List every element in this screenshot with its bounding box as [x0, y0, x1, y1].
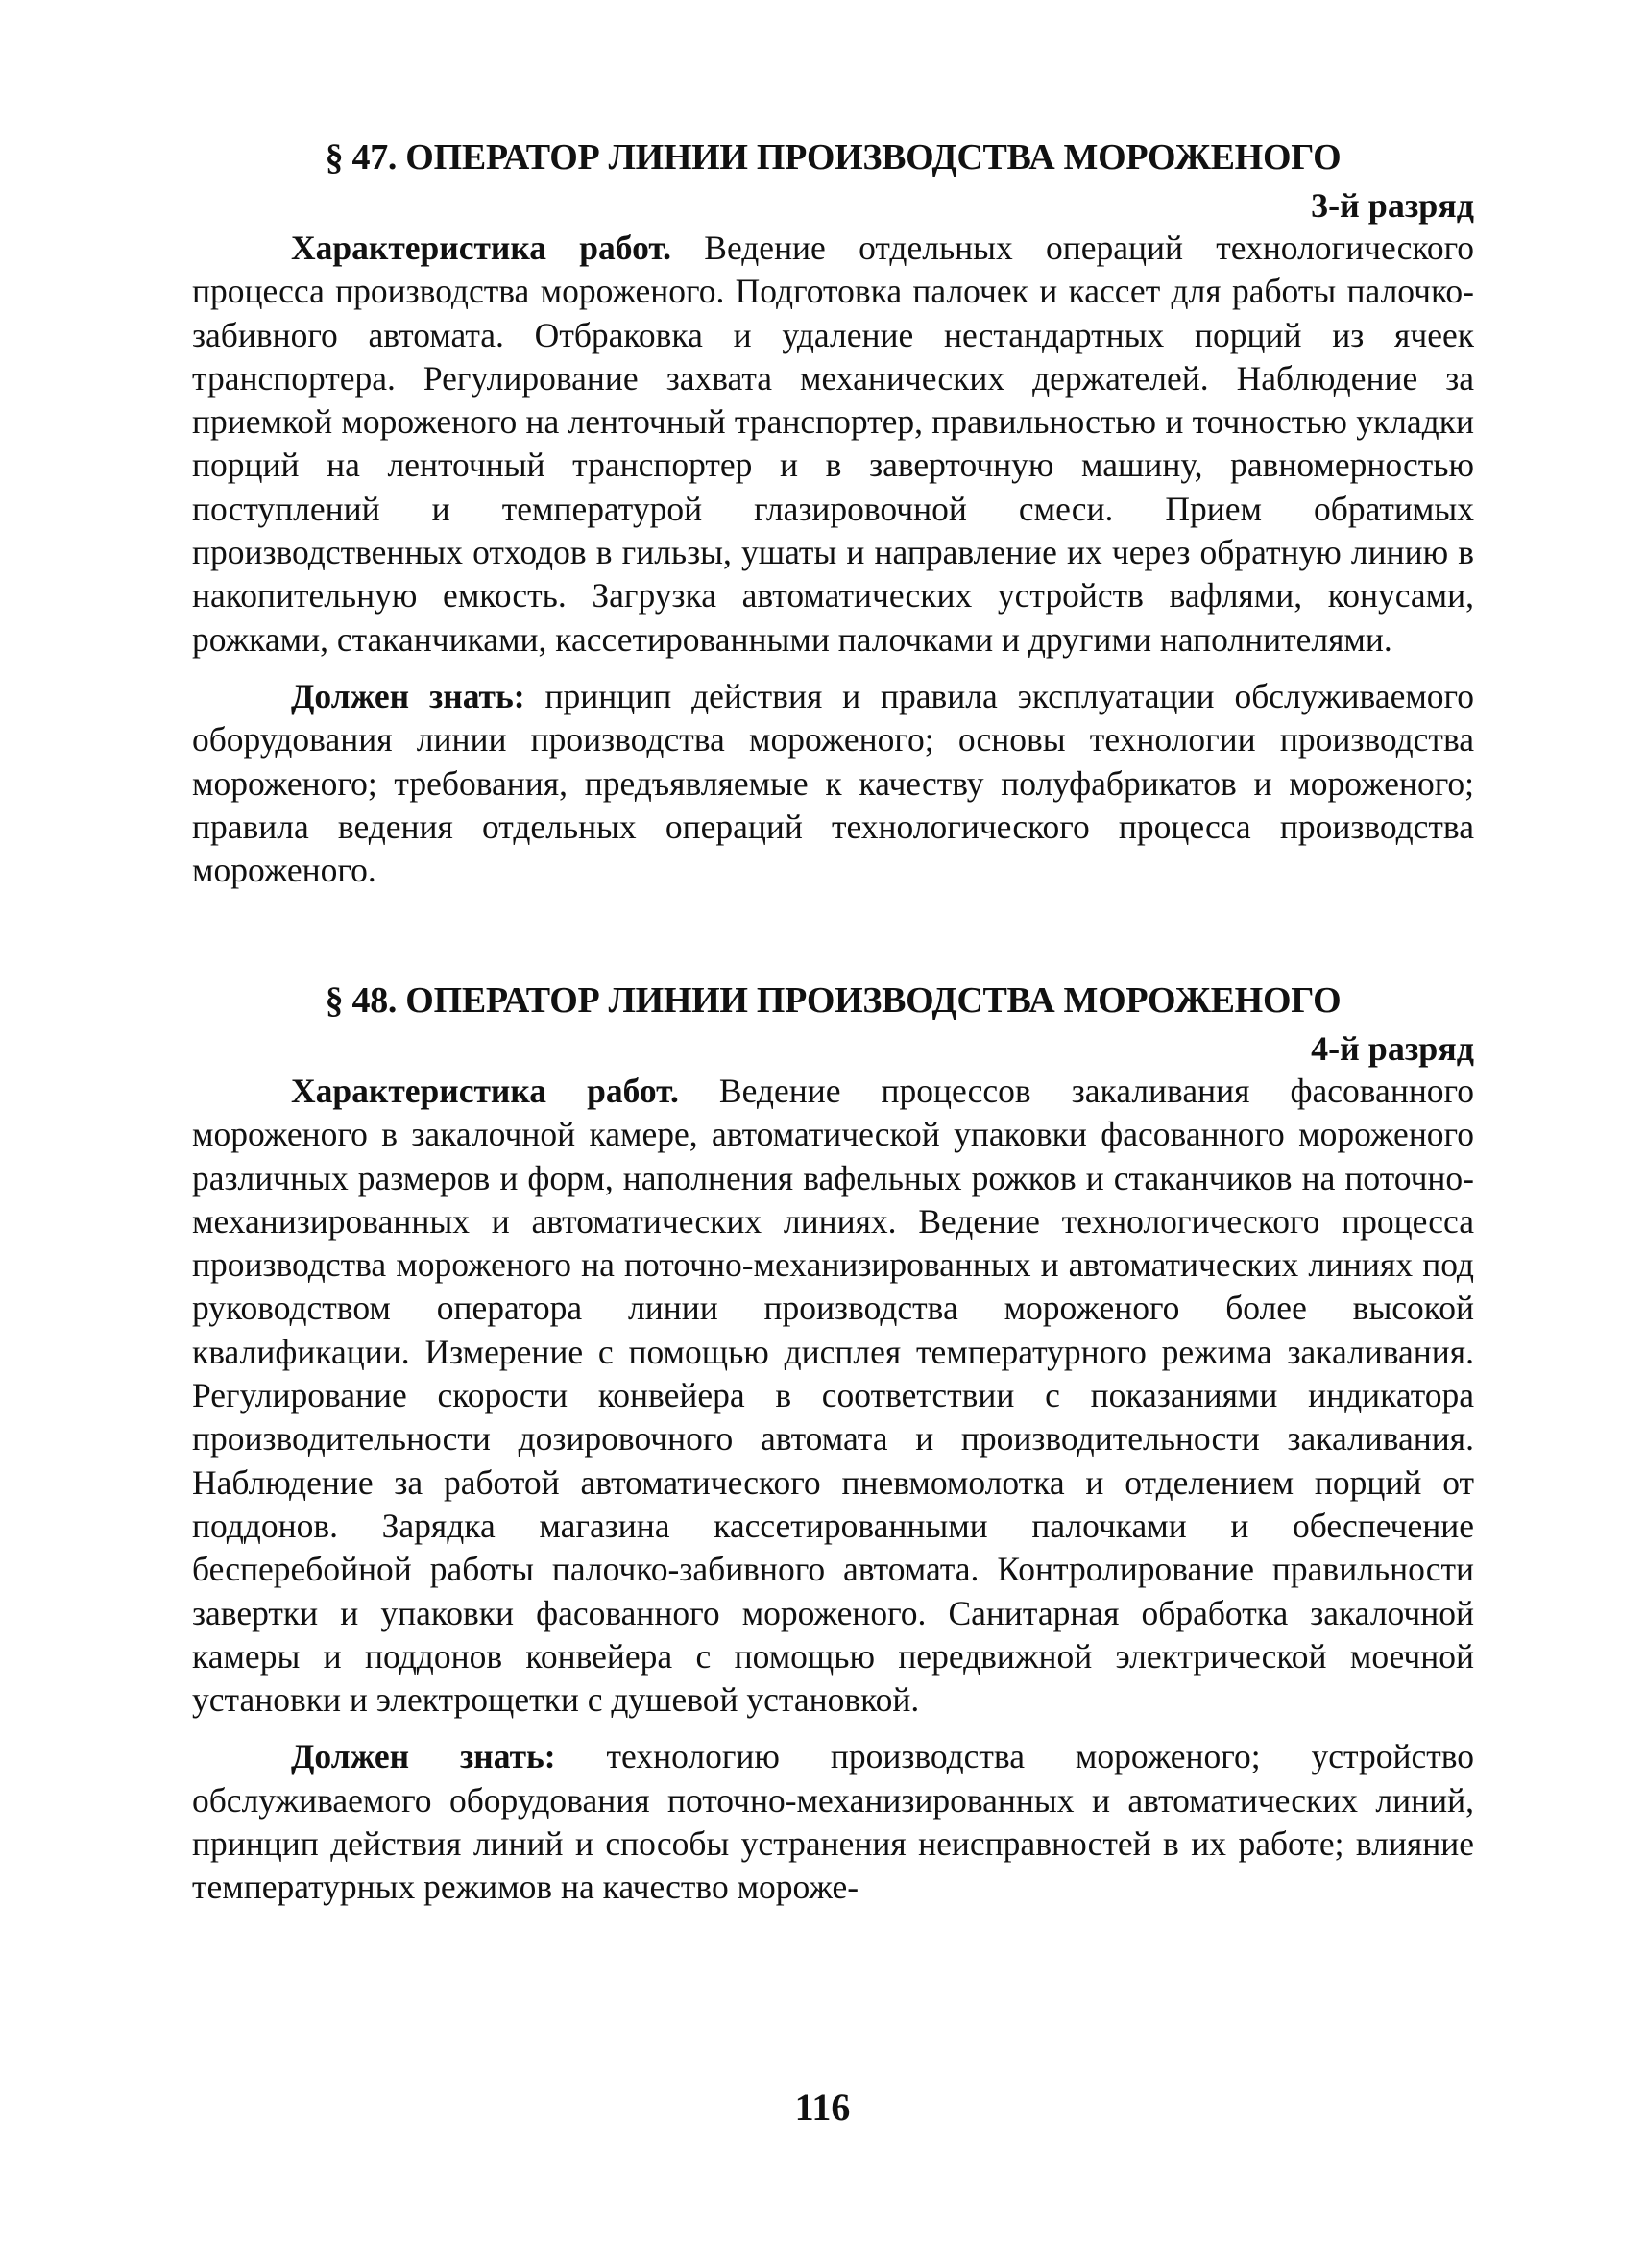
grade-label: 3-й разряд — [1311, 186, 1474, 225]
section-title: § 48. ОПЕРАТОР ЛИНИИ ПРОИЗВОДСТВА МОРОЖЕНОГО — [325, 980, 1342, 1021]
must-know-paragraph — [192, 675, 1474, 892]
work-characteristics-paragraph — [192, 1070, 1474, 1722]
must-know-text: технологию производства мороженого; устройство обслуживаемого оборудования поточно-механизированных и автоматических линий, принцип действия линий и способы устранения неисправностей в их работе; влияние температурных режимов на качество мороже- — [192, 1737, 1474, 1907]
section-title: § 47. ОПЕРАТОР ЛИНИИ ПРОИЗВОДСТВА МОРОЖЕНОГО — [325, 137, 1342, 178]
must-know-text: принцип действия и правила эксплуатации обслуживаемого оборудования линии производства мороженого; основы технологии производства мороженого; требования, предъявляемые к качеству полуфабрикатов и мороженого; правила ведения отдельных операций технологического процесса производства мороженого. — [192, 676, 1474, 890]
work-characteristics-label: Характеристика работ. — [291, 229, 672, 267]
work-characteristics-text: Ведение процессов закаливания фасованного мороженого в закалочной камере, автоматической упаковки фасованного мороженого различных размеров и форм, наполнения вафельных рожков и стаканчиков на поточно-механизированных и автоматических линиях. Ведение технологического процесса производства мороженого на поточно-механизированных и автоматических линиях под руководством оператора линии производства мороженого более высокой квалификации. Измерение с помощью дисплея температурного режима закаливания. Регулирование скорости конвейера в соответствии с показаниями индикатора производительности дозировочного автомата и производительности закаливания. Наблюдение за работой автоматического пневмомолотка и отделением порций от поддонов. Зарядка магазина кассетированными палочками и обеспечение бесперебойной работы палочко-забивного автомата. Контролирование правильности завертки и упаковки фасованного мороженого. Санитарная обработка закалочной камеры и поддонов конвейера с помощью передвижной электрической моечной установки и электрощетки с душевой установкой. — [192, 1072, 1474, 1720]
section-47 — [192, 134, 1474, 892]
section-48 — [192, 977, 1474, 1910]
grade-label: 4-й разряд — [1311, 1029, 1474, 1068]
work-characteristics-label: Характеристика работ. — [291, 1072, 679, 1110]
must-know-label: Должен знать: — [291, 1737, 556, 1776]
must-know-paragraph — [192, 1735, 1474, 1909]
work-characteristics-paragraph — [192, 227, 1474, 662]
must-know-label: Должен знать: — [291, 676, 525, 715]
work-characteristics-text: Ведение отдельных операций технологического процесса производства мороженого. Подготовка палочек и кассет для работы палочко-забивного автомата. Отбраковка и удаление нестандартных порций из ячеек транспортера. Регулирование захвата механических держателей. Наблюдение за приемкой мороженого на ленточный транспортер, правильностью и точностью укладки порций на ленточный транспортер и в заверточную машину, равномерностью поступлений и температурой глазировочной смеси. Прием обратимых производственных отходов в гильзы, ушаты и направление их через обратную линию в накопительную емкость. Загрузка автоматических устройств вафлями, конусами, рожками, стаканчиками, кассетированными палочками и другими наполнителями. — [192, 229, 1474, 659]
page-number: 116 — [794, 2086, 851, 2129]
